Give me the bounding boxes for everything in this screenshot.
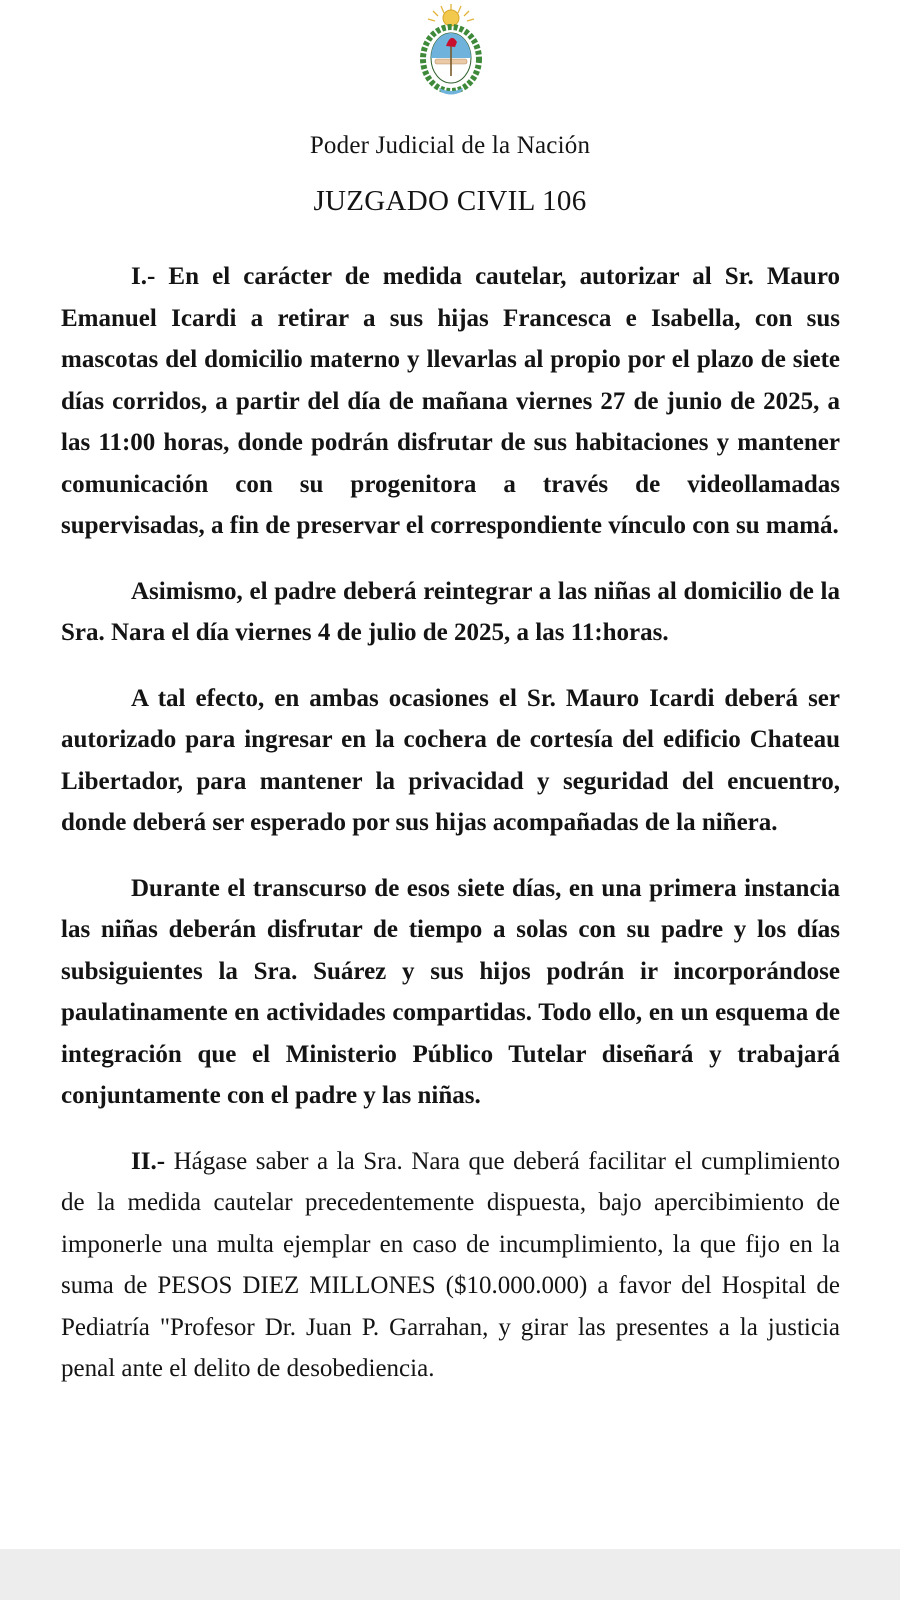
section-number-1: I.- bbox=[131, 263, 156, 290]
paragraph-5-text: Hágase saber a la Sra. Nara que deberá facilitar el cumplimiento de la medida cautelar precedentemente dispuesta, bajo apercibimiento de imponerle una multa ejemplar en caso de incumplimiento, la que fijo en la suma de PESOS DIEZ MILLONES ($10.000.000) a favor del Hospital de Pediatría "Profesor Dr. Juan P. Garrahan, y girar las presentes a la justicia penal ante el delito de desobediencia. bbox=[61, 1147, 840, 1382]
paragraph-2: Asimismo, el padre deberá reintegrar a las niñas al domicilio de la Sra. Nara el día viernes 4 de julio de 2025, a las 11:horas. bbox=[61, 577, 840, 646]
paragraph-4: Durante el transcurso de esos siete días, en una primera instancia las niñas deberán disfrutar de tiempo a solas con su padre y los días subsiguientes la Sra. Suárez y sus hijos podrán ir incorporándose paulatinamente en actividades compartidas. Todo ello, en un esquema de integración que el Ministerio Público Tutelar diseñará y trabajará conjuntamente con el padre y las niñas. bbox=[61, 874, 840, 1109]
coat-of-arms-icon bbox=[417, 2, 485, 100]
bottom-strip bbox=[0, 1549, 900, 1600]
paragraph-5 bbox=[61, 1141, 840, 1390]
section-number-2: II.- bbox=[131, 1147, 166, 1175]
paragraph-3: A tal efecto, en ambas ocasiones el Sr. Mauro Icardi deberá ser autorizado para ingresar en la cochera de cortesía del edificio Chateau Libertador, para mantener la privacidad y seguridad del encuentro, donde deberá ser esperado por sus hijas acompañadas de la niñera. bbox=[61, 684, 840, 836]
institution-title: Poder Judicial de la Nación bbox=[309, 132, 591, 159]
court-title: JUZGADO CIVIL 106 bbox=[313, 185, 587, 217]
paragraph-1-text: En el carácter de medida cautelar, autorizar al Sr. Mauro Emanuel Icardi a retirar a sus hijas Francesca e Isabella, con sus mascotas del domicilio materno y llevarlas al propio por el plazo de siete días corridos, a partir del día de mañana viernes 27 de junio de 2025, a las 11:00 horas, donde podrán disfrutar de sus habitaciones y mantener comunicación con su progenitora a través de videollamadas supervisadas, a fin de preservar el correspondiente vínculo con su mamá. bbox=[61, 263, 840, 539]
paragraph-1 bbox=[61, 256, 840, 547]
resolution-body bbox=[61, 256, 840, 1390]
